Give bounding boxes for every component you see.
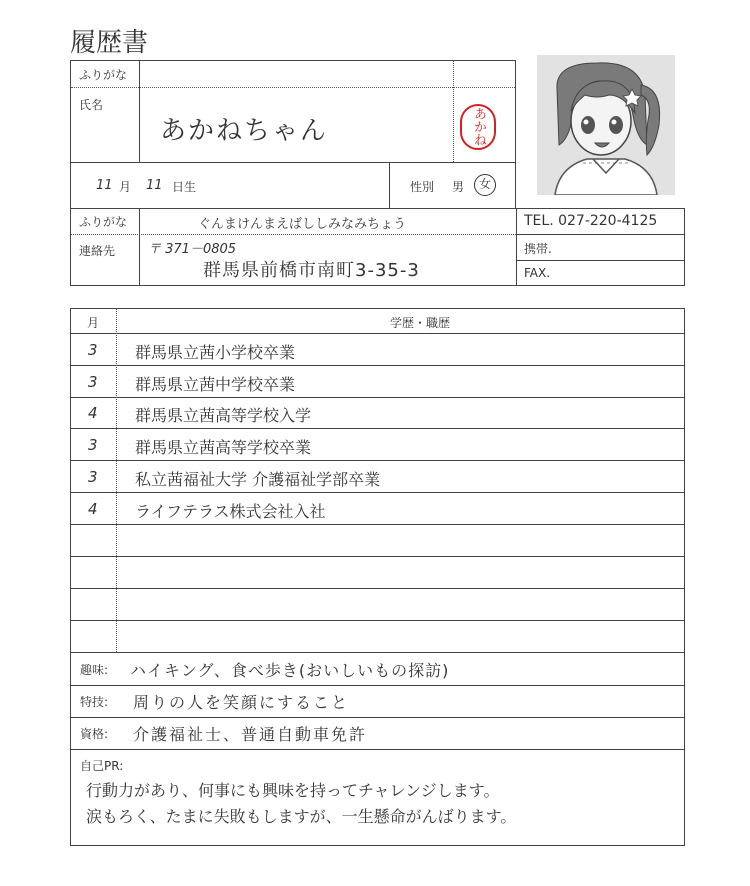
- fax-label: FAX.: [524, 266, 551, 280]
- history-row-month: 3: [88, 468, 98, 486]
- history-row-month: 4: [88, 404, 98, 422]
- birth-month: 11: [96, 178, 113, 193]
- hobby-label: 趣味:: [80, 663, 109, 677]
- name-value: あかねちゃん: [160, 116, 329, 146]
- skill-value: 周りの人を笑顔にすること: [133, 693, 350, 712]
- photo: [537, 55, 675, 195]
- skill-label: 特技:: [80, 695, 109, 709]
- hobby-value: ハイキング、食べ歩き(おいしいもの探訪): [130, 661, 450, 680]
- portrait-illustration-icon: [537, 55, 675, 195]
- history-row-text: 群馬県立茜高等学校入学: [135, 406, 312, 425]
- name-label: 氏名: [79, 98, 104, 112]
- hanko-seal-icon: [460, 104, 496, 150]
- self-pr-line-2: 涙もろく、たまに失敗もしますが、一生懸命がんばります。: [86, 807, 517, 826]
- qualification-label: 資格:: [80, 727, 109, 741]
- history-month-header: 月: [87, 316, 100, 330]
- page-title: 履歴書: [70, 28, 149, 58]
- history-row-text: ライフテラス株式会社入社: [135, 502, 326, 521]
- address-furigana-label: ふりがな: [79, 215, 128, 229]
- mobile-label: 携帯.: [524, 242, 552, 256]
- gender-male: 男: [452, 180, 465, 194]
- history-row-month: 3: [88, 373, 98, 391]
- tel-value: TEL. 027-220-4125: [524, 213, 658, 229]
- history-row-month: 4: [88, 500, 98, 518]
- history-row-month: 3: [88, 436, 98, 454]
- history-row-text: 群馬県立茜高等学校卒業: [135, 438, 312, 457]
- address-kana: ぐんまけんまえばししみなみちょう: [198, 217, 407, 232]
- postal-code: 〒 371－0805: [148, 242, 237, 257]
- birth-day: 11: [146, 178, 163, 193]
- day-unit: 日生: [172, 180, 197, 194]
- history-row-text: 私立茜福祉大学 介護福祉学部卒業: [135, 470, 381, 489]
- self-pr-label: 自己PR:: [80, 759, 124, 773]
- gender-female: 女: [478, 177, 491, 191]
- seal-text: あかね: [471, 107, 486, 146]
- qualification-value: 介護福祉士、普通自動車免許: [133, 725, 368, 744]
- month-unit: 月: [119, 180, 132, 194]
- address-label: 連絡先: [79, 244, 116, 258]
- gender-female-circled: [474, 174, 496, 196]
- self-pr-line-1: 行動力があり、何事にも興味を持ってチャレンジします。: [86, 781, 500, 800]
- history-row-text: 群馬県立茜小学校卒業: [135, 343, 296, 362]
- address-value: 群馬県前橋市南町3-35-3: [203, 260, 420, 281]
- furigana-label: ふりがな: [79, 68, 128, 82]
- history-content-header: 学歴・職歴: [390, 316, 451, 330]
- history-row-text: 群馬県立茜中学校卒業: [135, 375, 296, 394]
- gender-label: 性別: [410, 180, 435, 194]
- history-row-month: 3: [88, 341, 98, 359]
